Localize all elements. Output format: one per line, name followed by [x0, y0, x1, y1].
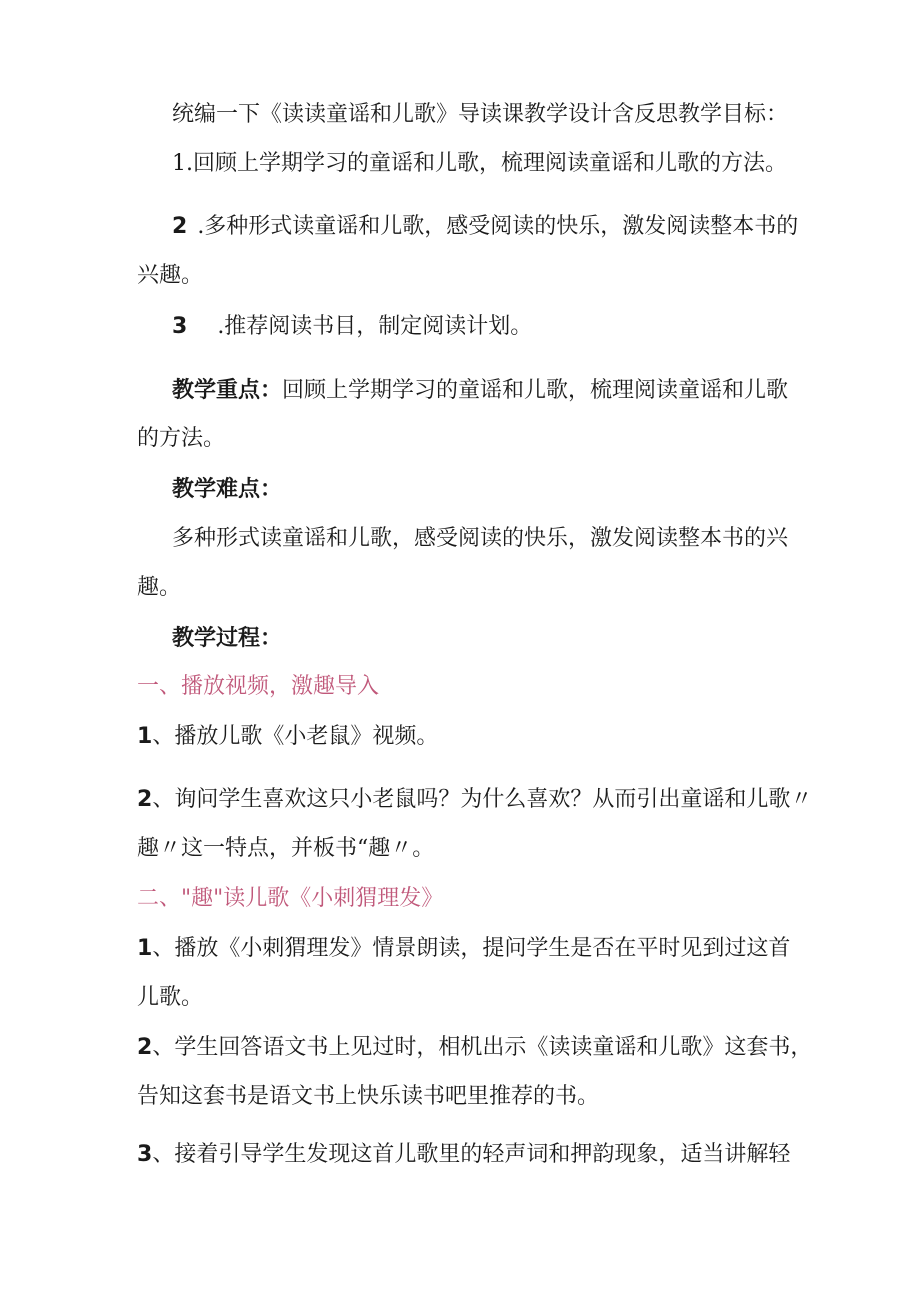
objective-2-number: 2	[172, 214, 188, 239]
objective-2-continuation: 兴趣。	[137, 263, 204, 288]
section-1-item-2-continuation: 趣〃这一特点，并板书“趣〃。	[137, 836, 435, 861]
key-point-continuation: 的方法。	[137, 426, 226, 451]
section-2-item-1-continuation: 儿歌。	[137, 985, 204, 1010]
section-1-item-1-number: 1	[137, 724, 153, 749]
difficulty-label: 教学难点：	[172, 476, 283, 502]
section-1-heading: 一、播放视频，激趣导入	[137, 674, 380, 699]
section-2-item-2-number: 2	[137, 1035, 153, 1060]
section-2-item-1-number: 1	[137, 936, 153, 961]
section-2-item-3	[137, 1140, 790, 1170]
objective-3-text: .推荐阅读书目，制定阅读计划。	[217, 314, 533, 339]
section-2-item-1	[137, 934, 790, 964]
section-1-item-1-text: 、播放儿歌《小老鼠》视频。	[152, 724, 439, 749]
objective-3-number: 3	[172, 314, 188, 339]
key-point-label: 教学重点：	[172, 377, 283, 403]
section-1-item-1	[137, 722, 438, 752]
objective-3	[172, 312, 532, 342]
section-1-item-2-number: 2	[137, 787, 153, 812]
section-2-item-2-continuation: 告知这套书是语文书上快乐读书吧里推荐的书。	[137, 1084, 600, 1109]
objective-2-text: .多种形式读童谣和儿歌，感受阅读的快乐，激发阅读整本书的	[197, 214, 799, 239]
key-point-text: 回顾上学期学习的童谣和儿歌，梳理阅读童谣和儿歌	[282, 378, 789, 403]
objective-1: 1.回顾上学期学习的童谣和儿歌，梳理阅读童谣和儿歌的方法。	[172, 151, 787, 176]
process-label: 教学过程：	[172, 625, 283, 651]
key-point	[172, 375, 788, 406]
difficulty-continuation: 趣。	[137, 575, 182, 600]
objective-2	[172, 212, 798, 242]
document-title-line: 统编一下《读读童谣和儿歌》导读课教学设计含反思教学目标：	[172, 102, 789, 127]
difficulty-text: 多种形式读童谣和儿歌，感受阅读的快乐，激发阅读整本书的兴	[172, 526, 789, 551]
section-2-heading: 二、"趣"读儿歌《小刺猬理发》	[137, 886, 444, 911]
section-2-item-2	[137, 1033, 812, 1063]
section-2-item-1-text: 、播放《小刺猬理发》情景朗读，提问学生是否在平时见到过这首	[152, 936, 791, 961]
section-2-item-2-text: 、学生回答语文书上见过时，相机出示《读读童谣和儿歌》这套书，	[152, 1035, 813, 1060]
section-1-item-2-text: 、询问学生喜欢这只小老鼠吗？为什么喜欢？从而引出童谣和儿歌〃	[152, 787, 813, 812]
section-1-item-2	[137, 785, 812, 815]
section-2-item-3-number: 3	[137, 1142, 153, 1167]
section-2-item-3-text: 、接着引导学生发现这首儿歌里的轻声词和押韵现象，适当讲解轻	[152, 1142, 791, 1167]
